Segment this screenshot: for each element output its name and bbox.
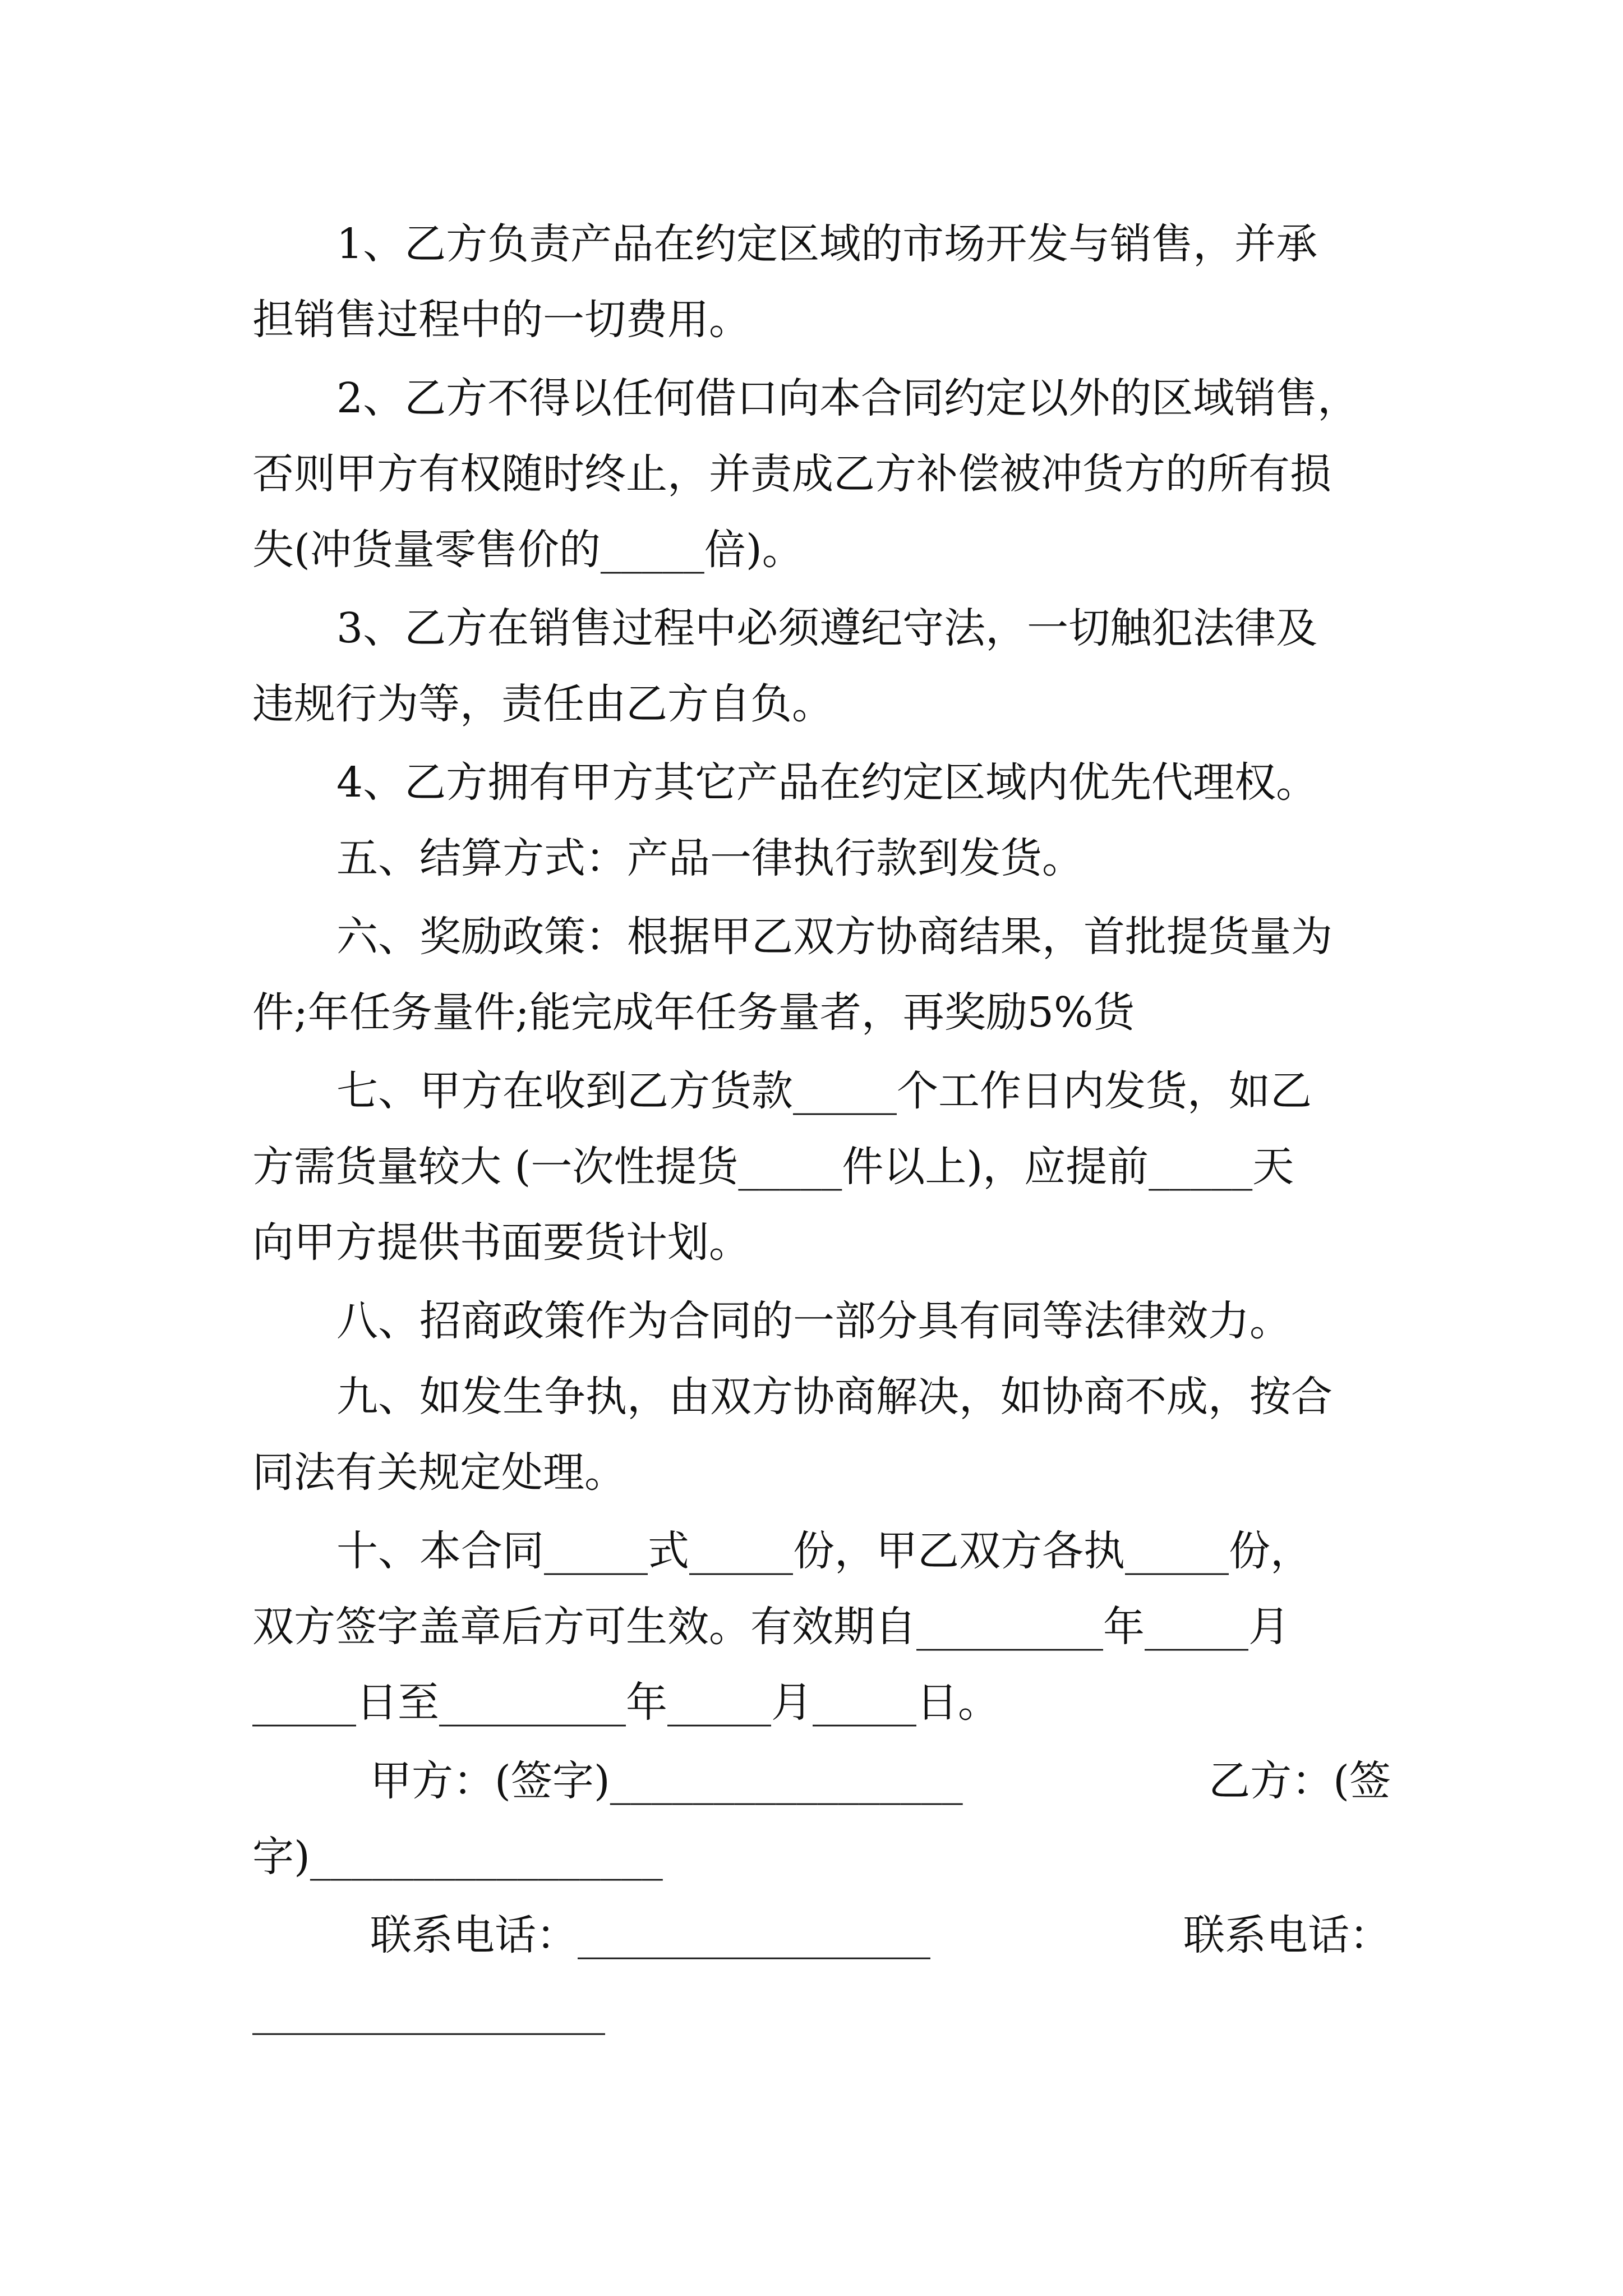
clause-6-line-1: 六、奖励政策：根据甲乙双方协商结果，首批提货量为 xyxy=(336,913,1332,961)
clause-4-line-1: 4、乙方拥有甲方其它产品在约定区域内优先代理权。 xyxy=(336,758,1318,807)
clause-7-line-1: 七、甲方在收到乙方货款_____个工作日内发货，如乙 xyxy=(336,1067,1312,1115)
clause-7-line-2: 方需货量较大 (一次性提货_____件以上)，应提前_____天 xyxy=(252,1143,1294,1191)
clause-9-line-1: 九、如发生争执，由双方协商解决，如协商不成，按合 xyxy=(336,1373,1332,1421)
party-a-signature: 甲方：(签字)_________________ xyxy=(370,1757,963,1805)
clause-1-line-2: 担销售过程中的一切费用。 xyxy=(252,296,750,344)
clause-7-line-3: 向甲方提供书面要货计划。 xyxy=(252,1218,750,1267)
clause-3-line-1: 3、乙方在销售过程中必须遵纪守法，一切触犯法律及 xyxy=(336,604,1318,652)
clause-3-line-2: 违规行为等，责任由乙方自负。 xyxy=(252,680,833,728)
clause-10-line-2: 双方签字盖章后方可生效。有效期自_________年_____月 xyxy=(252,1603,1290,1651)
clause-10-line-3: _____日至_________年_____月_____日。 xyxy=(252,1678,999,1727)
party-b-signature-continued: 字)_________________ xyxy=(252,1833,663,1881)
clause-5-line-1: 五、结算方式：产品一律执行款到发货。 xyxy=(336,834,1083,882)
party-b-signature: 乙方：(签 xyxy=(1209,1757,1391,1805)
party-a-phone: 联系电话：_________________ xyxy=(370,1911,930,1959)
party-b-phone: 联系电话： xyxy=(1183,1911,1391,1959)
party-b-phone-continued: _________________ xyxy=(252,1987,605,2035)
phone-row xyxy=(370,1896,1391,1975)
clause-6-line-2: 件;年任务量件;能完成年任务量者，再奖励5%货 xyxy=(252,988,1135,1037)
clause-2-line-3: 失(冲货量零售价的_____倍)。 xyxy=(252,526,804,574)
clause-2-line-2: 否则甲方有权随时终止，并责成乙方补偿被冲货方的所有损 xyxy=(252,450,1331,498)
clause-8-line-1: 八、招商政策作为合同的一部分具有同等法律效力。 xyxy=(336,1297,1291,1345)
clause-10-line-1: 十、本合同_____式_____份，甲乙双方各执_____份， xyxy=(336,1527,1312,1575)
clause-1-line-1: 1、乙方负责产品在约定区域的市场开发与销售，并承 xyxy=(336,220,1318,268)
clause-9-line-2: 同法有关规定处理。 xyxy=(252,1448,626,1497)
signature-row xyxy=(370,1742,1391,1820)
clause-2-line-1: 2、乙方不得以任何借口向本合同约定以外的区域销售， xyxy=(336,374,1359,422)
